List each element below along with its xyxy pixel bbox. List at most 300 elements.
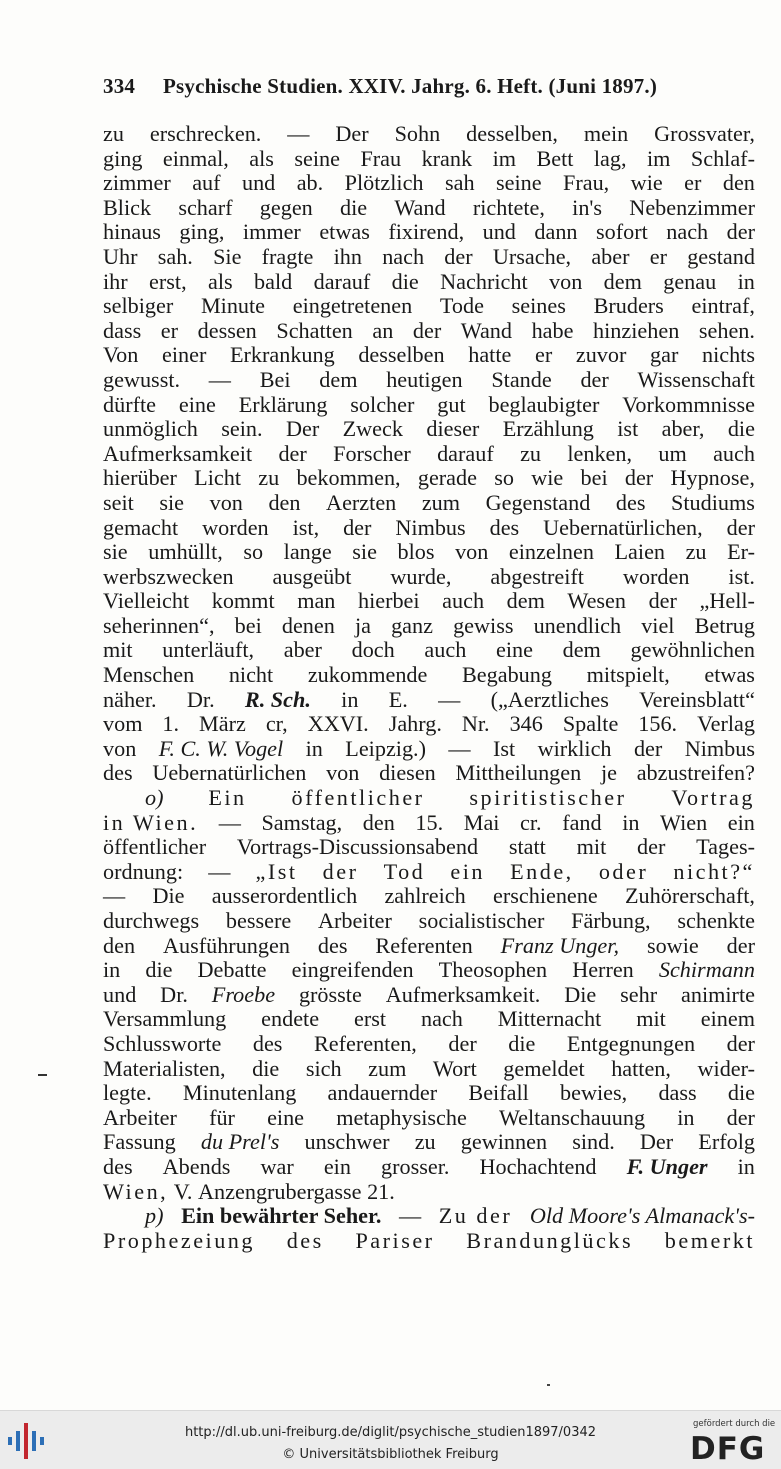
word: hatte — [468, 342, 512, 368]
word: F. Unger — [626, 1153, 708, 1179]
word: Grossvater, — [654, 121, 755, 146]
word: Minutenlang — [182, 1080, 297, 1106]
word: Der — [285, 416, 320, 442]
word: der — [343, 514, 372, 540]
word: Dr. — [186, 686, 215, 712]
word: als — [249, 145, 274, 171]
word: zahlreich — [384, 883, 466, 909]
word: dass — [103, 317, 142, 343]
word: Vortrags-Discussionsabend — [236, 834, 479, 860]
word: nach — [420, 1006, 463, 1032]
word: des — [252, 1030, 283, 1056]
word: mit — [636, 1006, 666, 1032]
word: Pariser — [355, 1227, 435, 1253]
word: wie — [531, 465, 564, 491]
word: 346 — [509, 711, 543, 737]
word: dürfte — [103, 391, 156, 417]
word: unendlich — [533, 612, 622, 638]
text-line — [103, 712, 755, 737]
word: Wand — [394, 194, 446, 220]
word: andauernder — [327, 1080, 438, 1106]
word: 1. — [162, 711, 180, 737]
text-line — [103, 638, 755, 663]
text-line — [103, 811, 755, 836]
word: Arbeiter — [317, 908, 392, 933]
margin-mark — [38, 1074, 47, 1076]
word: bewies, — [560, 1080, 628, 1106]
word: 21. — [367, 1178, 395, 1204]
word: auch — [424, 637, 467, 663]
text-line — [103, 860, 755, 885]
word: — — [448, 735, 471, 761]
text-line — [103, 909, 755, 934]
text-line — [103, 688, 755, 713]
word: Arbeiter — [103, 1104, 177, 1130]
word: Begabung — [461, 662, 552, 688]
word: nach — [382, 243, 425, 269]
word: blos — [397, 539, 435, 565]
word: mein — [583, 121, 629, 146]
word: Anzengrubergasse — [198, 1178, 362, 1204]
word: Erzählung — [502, 416, 594, 442]
word: Färbung, — [571, 908, 651, 933]
word: Vereinsblatt“ — [639, 686, 755, 712]
word: von — [326, 760, 360, 786]
word: von — [455, 539, 489, 565]
word: der — [412, 317, 442, 343]
word: aber — [591, 243, 630, 269]
word: ganz — [391, 612, 433, 638]
word: die — [508, 1030, 536, 1056]
word: sofort — [596, 219, 648, 245]
word: animirte — [681, 981, 755, 1007]
word: Mittheilungen — [455, 760, 582, 786]
word: ist — [617, 416, 639, 442]
word: werbszwecken — [103, 563, 234, 589]
word: Abends — [162, 1153, 231, 1179]
word: man — [297, 588, 336, 614]
word: gerade — [417, 465, 477, 491]
word: gegen — [259, 194, 313, 220]
word: unschwer — [304, 1129, 390, 1155]
word: habe — [531, 317, 574, 343]
word: je — [600, 760, 617, 786]
word: die — [727, 416, 755, 442]
word: Vielleicht — [103, 588, 190, 614]
word: bei — [580, 465, 608, 491]
word: aber, — [661, 416, 705, 442]
word: sie — [103, 539, 128, 565]
text-line — [103, 958, 755, 983]
word: sah. — [157, 243, 193, 269]
text-line — [103, 761, 755, 786]
word: Zweck — [342, 416, 403, 442]
word: gewöhnlichen — [630, 637, 755, 663]
word: zum — [421, 489, 461, 515]
word: fixirend, — [388, 219, 465, 245]
word: hatten, — [611, 1055, 671, 1081]
word: von — [103, 735, 137, 761]
word: einzelnen — [508, 539, 594, 565]
text-line — [103, 934, 755, 959]
word: seines — [511, 293, 566, 319]
word: Jahrg. — [388, 711, 442, 737]
word: der — [726, 932, 755, 958]
word: der — [637, 834, 666, 860]
word: du Prel's — [200, 1129, 280, 1155]
word: ist. — [728, 563, 755, 589]
word: sie — [159, 489, 185, 515]
text-line — [103, 393, 755, 418]
word: Mai — [463, 809, 500, 835]
word: Uhr — [103, 243, 138, 269]
word: diesen — [379, 760, 436, 786]
word: Gegenstand — [485, 489, 591, 515]
word: F. C. W. Vogel — [158, 735, 284, 761]
word: erst, — [149, 268, 187, 294]
word: kommt — [211, 588, 275, 614]
word: Der — [639, 1129, 674, 1155]
word: Erkrankung — [229, 342, 335, 368]
word: ein — [323, 1153, 351, 1179]
word: bessere — [225, 908, 292, 933]
word: Versammlung — [103, 1006, 227, 1032]
word: Forscher — [333, 440, 411, 466]
word: krank — [421, 145, 473, 171]
word: zu — [414, 1129, 436, 1155]
word: er — [684, 170, 702, 196]
word: heutigen — [386, 366, 463, 392]
word: Plötzlich — [344, 170, 424, 196]
word: zukommende — [307, 662, 428, 688]
word: des — [489, 514, 520, 540]
word: Minute — [200, 293, 266, 319]
word: umhüllt, — [148, 539, 223, 565]
text-line — [103, 1180, 755, 1205]
word: sein. — [221, 416, 263, 442]
word: öffentlicher — [291, 785, 425, 811]
word: der — [726, 1030, 755, 1056]
dfg-logo[interactable]: DFG — [690, 1431, 766, 1467]
word: im — [647, 145, 671, 171]
word: die — [727, 1080, 755, 1106]
word: Beifall — [468, 1080, 529, 1106]
word: Dr. — [160, 981, 188, 1007]
word: socialistischer — [418, 908, 545, 933]
word: ja — [354, 612, 371, 638]
word: zimmer — [103, 170, 171, 196]
word: sind. — [572, 1129, 615, 1155]
text-line — [103, 171, 755, 196]
word: sehr — [620, 981, 658, 1007]
word: eine — [267, 1104, 305, 1130]
word: eingetretenen — [292, 293, 413, 319]
word: Ausführungen — [162, 932, 290, 958]
word: Vortrag — [671, 785, 755, 811]
word: einmal, — [162, 145, 229, 171]
word: erst — [354, 1006, 387, 1032]
text-line — [103, 663, 755, 688]
word: dessen — [197, 317, 257, 343]
word: Schatten — [276, 317, 353, 343]
word: V. — [173, 1178, 193, 1204]
running-title: Psychische Studien. XXIV. Jahrg. 6. Heft. (Juni 1897.) — [163, 74, 658, 98]
word: erschienene — [493, 883, 598, 909]
word: „Ist — [255, 858, 298, 884]
word: Die — [564, 981, 597, 1007]
word: zuvor — [575, 342, 627, 368]
text-line — [103, 1155, 755, 1180]
text-line — [103, 245, 755, 270]
word: in's — [572, 194, 603, 220]
word: an — [372, 317, 394, 343]
word: öffentlicher — [103, 834, 207, 860]
word: Schlaf- — [690, 145, 755, 171]
word: Debatte — [197, 957, 267, 983]
word: darauf — [437, 440, 494, 466]
word: seit — [103, 489, 134, 515]
word: Studiums — [671, 489, 755, 515]
word: dem — [562, 637, 601, 663]
word: eine — [178, 391, 216, 417]
word: er — [160, 317, 179, 343]
word: etwas — [319, 219, 370, 245]
word: ist, — [292, 514, 320, 540]
word: ein — [727, 809, 755, 835]
word: in — [737, 1153, 755, 1179]
word: auch — [713, 440, 755, 466]
word: eintraf, — [691, 293, 755, 319]
word: cr. — [520, 809, 542, 835]
word: endete — [261, 1006, 320, 1032]
word: — — [398, 1203, 422, 1229]
word: für — [209, 1104, 235, 1130]
text-line — [103, 466, 755, 491]
word: dem — [506, 588, 545, 614]
word: den — [268, 489, 301, 515]
word: Bruders — [593, 293, 664, 319]
word: Leipzig.) — [345, 735, 426, 761]
word: worden — [202, 514, 269, 540]
text-line — [103, 122, 755, 147]
word: Nr. — [461, 711, 490, 737]
word: des — [615, 489, 646, 515]
word: in — [341, 686, 359, 712]
word: bald — [254, 268, 293, 294]
word: o) — [145, 785, 164, 811]
word: Prophezeiung — [103, 1227, 255, 1253]
word: Erklärung — [238, 391, 328, 417]
dfg-caption: gefördert durch die — [693, 1419, 776, 1429]
word: dem — [319, 366, 358, 392]
word: wurde, — [390, 563, 452, 589]
word: spiritistischer — [469, 785, 627, 811]
word: seherinnen“, — [103, 612, 215, 638]
word: sich — [305, 1055, 342, 1081]
word: Fassung — [103, 1129, 176, 1155]
word: zu — [103, 121, 124, 146]
word: Frau — [360, 145, 402, 171]
word: als — [208, 268, 233, 294]
word: Weltanschauung — [498, 1104, 646, 1130]
word: Brandunglücks — [466, 1227, 634, 1253]
word: Samstag, — [261, 809, 343, 835]
word: Ende, — [510, 858, 574, 884]
word: dass — [658, 1080, 697, 1106]
word: scharf — [178, 194, 233, 220]
word: Aufmerksamkeit. — [385, 981, 541, 1007]
word: gewinnen — [460, 1129, 548, 1155]
text-line — [103, 516, 755, 541]
word: Theosophen — [438, 957, 548, 983]
word: und — [103, 981, 137, 1007]
word: seine — [495, 170, 542, 196]
word: abgestreift — [490, 563, 584, 589]
word: Vorkommnisse — [622, 391, 755, 417]
text-line — [103, 147, 755, 172]
word: die — [145, 957, 173, 983]
word: zu — [258, 465, 280, 491]
word: die — [252, 1055, 280, 1081]
word: Nimbus — [684, 735, 755, 761]
word: Verlag — [697, 711, 755, 737]
word: den — [362, 809, 395, 835]
word: gewiss — [453, 612, 514, 638]
word: der — [322, 858, 359, 884]
text-line — [103, 1229, 755, 1254]
word: der — [633, 735, 663, 761]
word: Referenten, — [313, 1030, 417, 1056]
word: nicht — [228, 662, 274, 688]
word: wie — [630, 170, 663, 196]
word: Sohn — [394, 121, 441, 146]
text-line — [103, 1057, 755, 1082]
word: vom — [103, 711, 143, 737]
text-line — [103, 1130, 755, 1155]
word: erschrecken. — [149, 121, 262, 146]
word: Nebenzimmer — [629, 194, 755, 220]
word: einer — [161, 342, 207, 368]
word: Entgegnungen — [566, 1030, 696, 1056]
word: einem — [700, 1006, 755, 1032]
word: in — [677, 1104, 695, 1130]
text-line — [103, 589, 755, 614]
text-line — [103, 270, 755, 295]
word: der — [726, 1104, 755, 1130]
word: desselben, — [466, 121, 558, 146]
word: oder — [598, 858, 649, 884]
word: seine — [294, 145, 340, 171]
word: „Hell- — [699, 588, 755, 614]
word: Ein — [208, 785, 247, 811]
word: Zuhörerschaft, — [624, 883, 755, 909]
word: der — [726, 219, 755, 245]
word: dem — [603, 268, 642, 294]
word: etwas — [704, 662, 755, 688]
word: lange — [283, 539, 332, 565]
word: und — [241, 170, 276, 196]
word: Nimbus — [395, 514, 466, 540]
word: im — [492, 145, 516, 171]
word: lag, — [593, 145, 627, 171]
word: dann — [534, 219, 578, 245]
text-line — [103, 196, 755, 221]
word: Zu der — [438, 1203, 513, 1229]
word: Froebe — [211, 981, 276, 1007]
text-line — [103, 1204, 755, 1229]
word: 156. — [638, 711, 678, 737]
word: zu — [685, 539, 707, 565]
word: mit — [576, 834, 607, 860]
word: des — [286, 1227, 324, 1253]
word: gut — [437, 391, 466, 417]
running-header — [103, 74, 755, 106]
word: — — [208, 858, 231, 884]
word: Bei — [259, 366, 291, 392]
word: ab. — [296, 170, 324, 196]
word: von — [549, 268, 583, 294]
word: worden — [622, 563, 690, 589]
word: ordnung: — [103, 858, 184, 884]
word: in Wien. — [103, 809, 199, 835]
word: hinziehen — [593, 317, 680, 343]
word: der — [444, 243, 473, 269]
word: bei — [234, 612, 262, 638]
word: eingreifenden — [291, 957, 414, 983]
word: Nachricht — [440, 268, 528, 294]
word: nach — [666, 219, 709, 245]
word: Ist — [492, 735, 516, 761]
word: fand — [562, 809, 602, 835]
word: hierüber — [103, 465, 177, 491]
word: war — [260, 1153, 294, 1179]
word: der — [448, 1030, 477, 1056]
word: von — [209, 489, 243, 515]
text-line — [103, 1081, 755, 1106]
word: Bett — [536, 145, 574, 171]
word: auf — [192, 170, 221, 196]
text-line — [103, 1106, 755, 1131]
word: Tages- — [696, 834, 755, 860]
word: er — [534, 342, 553, 368]
word: so — [243, 539, 264, 565]
word: sehen. — [698, 317, 755, 343]
word: solcher — [350, 391, 415, 417]
text-line — [103, 491, 755, 516]
word: denen — [281, 612, 335, 638]
word: 15. — [415, 809, 444, 835]
text-line — [103, 565, 755, 590]
word: auch — [442, 588, 485, 614]
word: darauf — [313, 268, 371, 294]
word: desselben — [358, 342, 445, 368]
word: wider- — [697, 1055, 755, 1081]
word: Er- — [727, 539, 755, 565]
permalink-url[interactable]: http://dl.ub.uni-freiburg.de/diglit/psychische_studien1897/0342 — [184, 1425, 597, 1440]
word: Erfolg — [698, 1129, 755, 1155]
word: sowie — [646, 932, 699, 958]
word: („Aerztliches — [490, 686, 609, 712]
word: Wien — [660, 809, 708, 835]
text-line — [103, 884, 755, 909]
word: Der — [335, 121, 369, 146]
word: XXVI. — [307, 711, 369, 737]
word: Sie — [213, 243, 242, 269]
body-text — [103, 122, 755, 1253]
text-line — [103, 220, 755, 245]
word: Uebernatürlichen — [152, 760, 307, 786]
word: cr, — [265, 711, 288, 737]
